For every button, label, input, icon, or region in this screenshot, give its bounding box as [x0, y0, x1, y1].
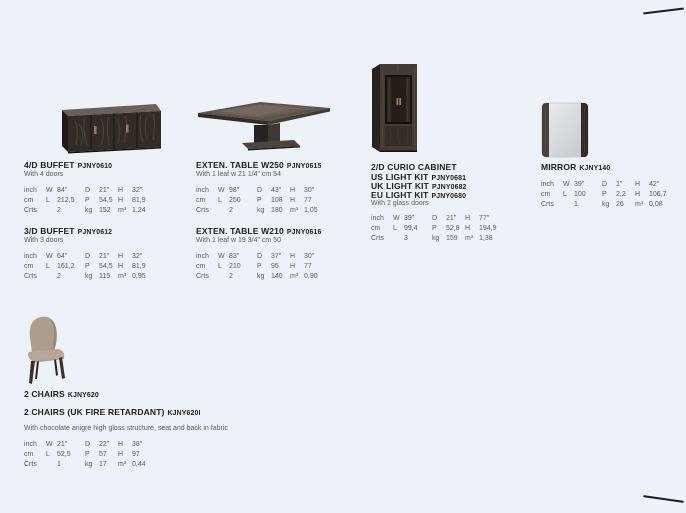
spec-cell: m³ 1,05	[290, 207, 318, 214]
spec-cell: Crts	[24, 461, 37, 468]
spec-cell: m³ 0,08	[635, 201, 663, 208]
spec-table-mirror	[541, 180, 685, 210]
spec-cell: W 39"	[563, 181, 585, 188]
light-kit-eu	[371, 190, 466, 200]
spec-cell: 1	[57, 461, 61, 468]
product-code: PJNY0616	[286, 229, 322, 236]
product-title-3d-buffet	[24, 226, 112, 236]
spec-cell: W 21"	[46, 441, 68, 448]
spec-cell: m³ 1,38	[465, 235, 493, 242]
spec-cell: inch	[196, 187, 209, 194]
spec-cell: inch	[24, 441, 37, 448]
spec-cell: kg 180	[257, 207, 283, 214]
product-name: 2 CHAIRS (UK FIRE RETARDANT)	[24, 407, 165, 417]
spec-row	[196, 206, 340, 216]
spec-cell: 3	[404, 235, 408, 242]
spec-cell: H 32"	[118, 187, 143, 194]
product-name: 4/D BUFFET	[24, 160, 75, 170]
spec-table-chairs	[24, 440, 168, 470]
spec-cell: Crts	[371, 235, 384, 242]
spec-cell: kg 152	[85, 207, 111, 214]
spec-table-curio	[371, 214, 515, 244]
spec-cell: P 95	[257, 263, 279, 270]
product-code: PJNY0615	[286, 163, 322, 170]
spec-cell: inch	[541, 181, 554, 188]
product-title-chairs	[24, 389, 99, 399]
product-code: KJNY620	[67, 392, 99, 399]
product-name: 2 CHAIRS	[24, 389, 65, 399]
spec-cell: D 37"	[257, 253, 282, 260]
spec-cell: cm	[371, 225, 381, 232]
spec-cell: inch	[24, 187, 37, 194]
product-subtitle: With 1 leaf w 19 3/4" cm 50	[196, 237, 281, 244]
spec-row	[196, 196, 340, 206]
product-name: 3/D BUFFET	[24, 226, 75, 236]
spec-row	[196, 272, 340, 282]
spec-cell: inch	[24, 253, 37, 260]
product-subtitle: With 4 doors	[24, 171, 64, 178]
spec-cell: L 99,4	[393, 225, 418, 232]
product-subtitle: With 1 leaf w 21 1/4" cm 54	[196, 171, 281, 178]
spec-cell: kg 159	[432, 235, 458, 242]
spec-cell: W 84"	[46, 187, 68, 194]
spec-cell: H 32"	[118, 253, 143, 260]
product-name: EXTEN. TABLE W210	[196, 226, 284, 236]
curio-cabinet-product-image	[371, 62, 421, 154]
product-title-table-w210	[196, 226, 321, 236]
spec-cell: H 30"	[290, 253, 315, 260]
spec-cell: D 22"	[85, 441, 110, 448]
spec-cell: 2	[57, 273, 61, 280]
spec-cell: cm	[541, 191, 551, 198]
spec-row	[24, 252, 168, 262]
product-code: KJNY140	[579, 165, 611, 172]
product-name: MIRROR	[541, 162, 577, 172]
spec-row	[196, 262, 340, 272]
spec-cell: W 39"	[393, 215, 415, 222]
spec-table-w210	[196, 252, 340, 282]
spec-row	[24, 262, 168, 272]
spec-cell: H 77	[290, 263, 312, 270]
dining-table-product-image	[196, 99, 332, 155]
spec-table-3d-buffet	[24, 252, 168, 282]
spec-cell: D 21"	[432, 215, 457, 222]
kit-code: PJNY0682	[432, 184, 467, 191]
spec-row	[24, 206, 168, 216]
product-subtitle: With chocolate anigre high gloss structure, seat and back in fabric	[24, 425, 228, 432]
corner-mark-top-right	[643, 8, 684, 15]
spec-row	[371, 224, 515, 234]
spec-cell: H 38"	[118, 441, 143, 448]
spec-cell: 2	[229, 273, 233, 280]
spec-cell: cm	[196, 197, 206, 204]
spec-cell: H 77	[290, 197, 312, 204]
spec-cell: W 98"	[218, 187, 240, 194]
spec-cell: L 161,2	[46, 263, 75, 270]
kit-code: PJNY0681	[431, 175, 467, 182]
spec-cell: H 77"	[465, 215, 490, 222]
spec-table-4d-buffet	[24, 186, 168, 216]
spec-cell: cm	[24, 197, 34, 204]
spec-cell: H 81,9	[118, 263, 146, 270]
spec-cell: P 54,5	[85, 263, 113, 270]
spec-cell: m³ 0,44	[118, 461, 146, 468]
spec-cell: Crts	[24, 207, 37, 214]
spec-cell: inch	[196, 253, 209, 260]
mirror-product-image	[540, 102, 590, 158]
product-code: PJNY0610	[77, 163, 113, 170]
product-title-mirror	[541, 162, 610, 172]
spec-cell: L 212,5	[46, 197, 75, 204]
spec-cell: Crts	[196, 273, 209, 280]
product-subtitle: With 2 glass doors	[371, 200, 429, 207]
spec-row	[371, 214, 515, 224]
chair-product-image	[17, 315, 75, 385]
spec-row	[541, 190, 685, 200]
spec-cell: 1	[574, 201, 578, 208]
spec-cell: D 43"	[257, 187, 282, 194]
spec-row	[541, 200, 685, 210]
spec-cell: m³ 1,24	[118, 207, 146, 214]
spec-cell: W 64"	[46, 253, 68, 260]
spec-row	[24, 460, 168, 470]
spec-cell: Crts	[541, 201, 554, 208]
kit-label: US LIGHT KIT	[371, 172, 429, 182]
product-name: EXTEN. TABLE W250	[196, 160, 284, 170]
product-title-table-w250	[196, 160, 321, 170]
spec-cell: kg 17	[85, 461, 107, 468]
spec-cell: cm	[24, 451, 34, 458]
spec-cell: L 52,5	[46, 451, 71, 458]
spec-row	[24, 272, 168, 282]
spec-row	[24, 450, 168, 460]
spec-row	[541, 180, 685, 190]
spec-cell: Crts	[196, 207, 209, 214]
kit-code: PJNY0680	[431, 193, 467, 200]
spec-table-w250	[196, 186, 340, 216]
spec-cell: H 42"	[635, 181, 660, 188]
spec-cell: cm	[24, 263, 34, 270]
kit-label: EU LIGHT KIT	[371, 190, 429, 200]
spec-cell: P 108	[257, 197, 283, 204]
spec-row	[24, 196, 168, 206]
spec-cell: D 1"	[602, 181, 623, 188]
spec-cell: L 210	[218, 263, 241, 270]
product-code: KJNY620I	[167, 410, 201, 417]
spec-cell: kg 140	[257, 273, 283, 280]
spec-cell: Crts	[24, 273, 37, 280]
product-code: PJNY0612	[77, 229, 113, 236]
spec-cell: H 106,7	[635, 191, 667, 198]
spec-cell: W 83"	[218, 253, 240, 260]
spec-cell: P 57	[85, 451, 107, 458]
spec-cell: H 30"	[290, 187, 315, 194]
spec-row	[371, 234, 515, 244]
product-title-4d-buffet	[24, 160, 112, 170]
spec-cell: H 81,9	[118, 197, 146, 204]
spec-row	[24, 186, 168, 196]
spec-cell: inch	[371, 215, 384, 222]
spec-cell: m³ 0,90	[290, 273, 318, 280]
spec-cell: L 250	[218, 197, 241, 204]
spec-cell: kg 26	[602, 201, 624, 208]
spec-cell: D 21"	[85, 253, 110, 260]
spec-cell: kg 115	[85, 273, 111, 280]
spec-cell: 2	[57, 207, 61, 214]
product-title-curio-cabinet: 2/D CURIO CABINET	[371, 162, 457, 172]
spec-cell: cm	[196, 263, 206, 270]
corner-mark-bottom-right	[643, 495, 684, 503]
product-title-chairs-fire-retardant	[24, 407, 201, 417]
spec-cell: P 2,2	[602, 191, 626, 198]
spec-cell: L 100	[563, 191, 586, 198]
spec-cell: H 194,9	[465, 225, 497, 232]
spec-cell: P 54,5	[85, 197, 113, 204]
spec-cell: 2	[229, 207, 233, 214]
spec-cell: H 97	[118, 451, 140, 458]
spec-cell: D 21"	[85, 187, 110, 194]
spec-row	[196, 186, 340, 196]
buffet-product-image	[57, 99, 163, 159]
product-subtitle: With 3 doors	[24, 237, 64, 244]
spec-cell: P 52,8	[432, 225, 460, 232]
spec-cell: m³ 0,95	[118, 273, 146, 280]
spec-row	[196, 252, 340, 262]
kit-label: UK LIGHT KIT	[371, 181, 429, 191]
spec-row	[24, 440, 168, 450]
